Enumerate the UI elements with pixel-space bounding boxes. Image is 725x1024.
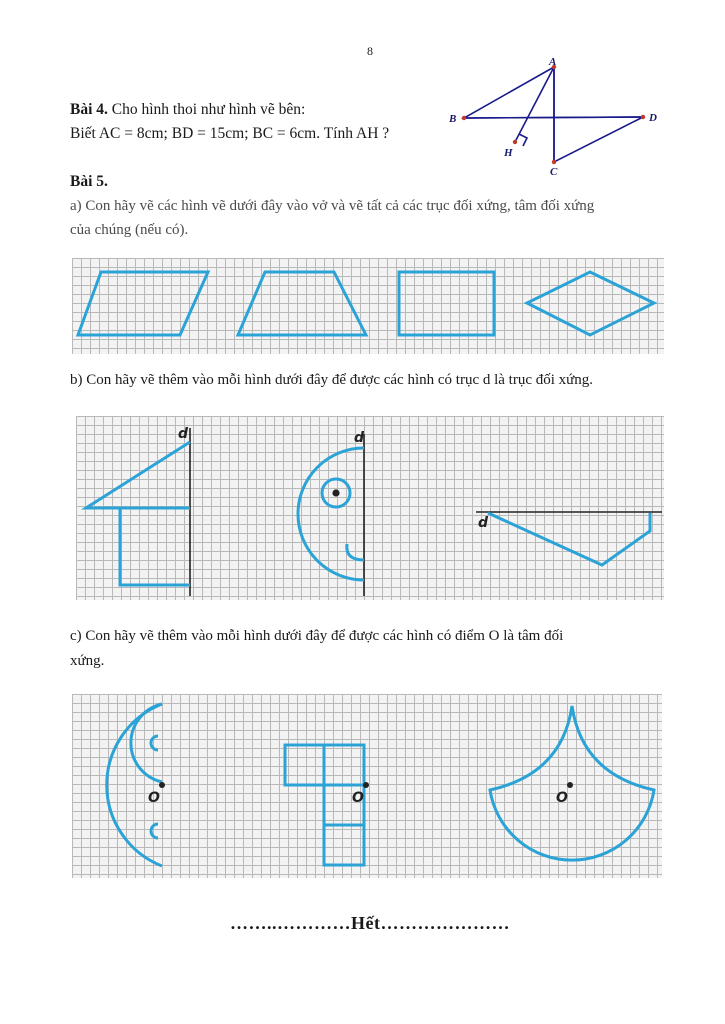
roof-triangle: [86, 442, 190, 508]
bai5c-line1: c) Con hãy vẽ thêm vào mỗi hình dưới đây để được các hình có điểm O là tâm đối: [70, 628, 564, 644]
inner-arc: [131, 704, 162, 782]
end-marker: ……..…………Hết…………………: [230, 913, 510, 933]
diagonal-bd: [464, 117, 643, 118]
label-d: D: [649, 112, 657, 124]
eye-pupil: [332, 489, 339, 496]
center-label-3: O: [556, 790, 568, 806]
square-4: [324, 825, 364, 865]
bai4-title: Bài 4.: [70, 101, 108, 118]
parallelogram-shape: [78, 272, 208, 335]
right-angle-mark: [519, 134, 527, 146]
label-c: C: [550, 166, 558, 178]
label-h: H: [504, 147, 513, 159]
shapes-part-b: [76, 416, 664, 600]
bai4-text1: Cho hình thoi như hình vẽ bên:: [107, 101, 306, 118]
bai5a-line2: của chúng (nếu có).: [70, 222, 189, 238]
center-label-1: O: [148, 790, 160, 806]
label-a: A: [549, 56, 557, 68]
center-dot-3: [567, 782, 573, 788]
rhombus-shape: [527, 272, 654, 335]
small-arc-top: [151, 736, 158, 750]
axis-label-d2: d: [354, 430, 365, 446]
label-b: B: [449, 113, 457, 125]
bai5-title: Bài 5.: [70, 173, 108, 190]
face-mouth: [347, 544, 364, 560]
trapezoid-shape: [238, 272, 366, 335]
house-body: [120, 508, 190, 585]
bai4-line1: [70, 98, 305, 122]
shapes-part-a: [72, 258, 664, 354]
axis-label-d1: d: [178, 426, 189, 442]
page-number: 8: [367, 44, 373, 58]
shapes-part-c: [72, 694, 662, 878]
center-dot-1: [159, 782, 165, 788]
bai5c-line2: xứng.: [70, 653, 105, 669]
half-face-outline: [298, 448, 364, 580]
bai4-line2: Biết AC = 8cm; BD = 15cm; BC = 6cm. Tính AH ?: [70, 125, 390, 142]
bai5b-line: b) Con hãy vẽ thêm vào mỗi hình dưới đây để được các hình có trục d là trục đối xứng.: [70, 372, 594, 388]
rectangle-shape: [399, 272, 494, 335]
center-dot-2: [363, 782, 369, 788]
rhombus-figure: [440, 55, 670, 180]
bai5a-line1: a) Con hãy vẽ các hình vẽ dưới đây vào vở và vẽ tất cả các trục đối xứng, tâm đối xứng: [70, 198, 595, 214]
square-2: [324, 745, 364, 785]
axis-label-d3: d: [478, 515, 489, 531]
small-arc-bottom: [151, 824, 158, 838]
arrow-shape: [488, 513, 650, 565]
square-1: [285, 745, 324, 785]
center-label-2: O: [352, 790, 364, 806]
